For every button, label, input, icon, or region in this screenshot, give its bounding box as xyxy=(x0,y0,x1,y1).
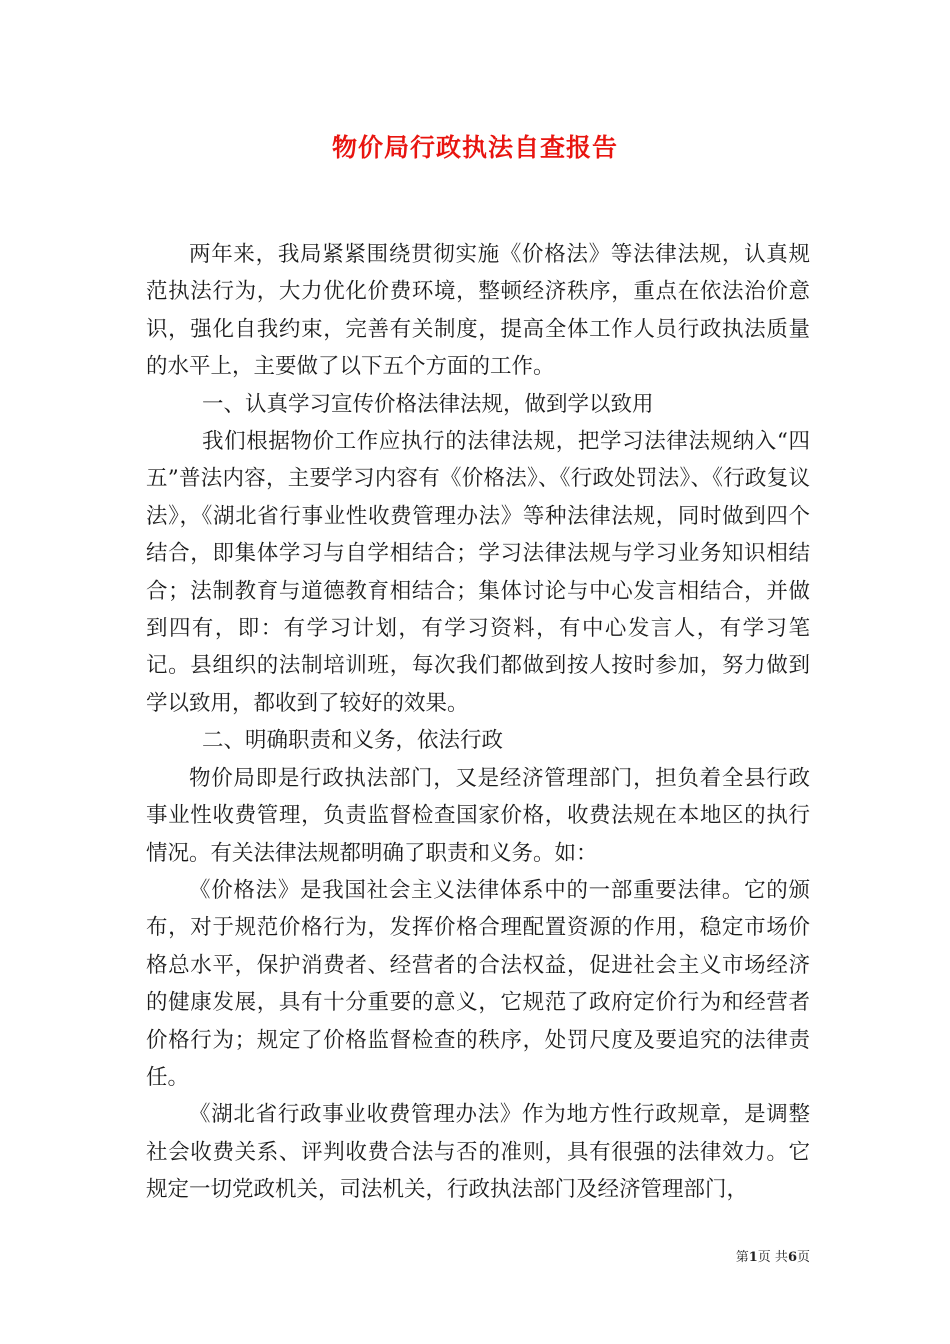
footer-middle: 页 共 xyxy=(757,1250,788,1265)
footer-prefix: 第 xyxy=(735,1250,749,1265)
footer-total-pages: 6 xyxy=(787,1250,797,1265)
paragraph-duties: 物价局即是行政执法部门，又是经济管理部门，担负着全县行政事业性收费管理，负责监督检查国家价格，收费法规在本地区的执行情况。有关法律法规都明确了职责和义务。如： xyxy=(146,765,810,866)
paragraph-price-law: 《价格法》是我国社会主义法律体系中的一部重要法律。它的颁布，对于规范价格行为，发挥价格合理配置资源的作用，稳定市场价格总水平，保护消费者、经营者的合法权益，促进社会主义市场经济的健康发展，具有十分重要的意义，它规范了政府定价行为和经营者价格行为；规定了价格监督检查的秩序，处罚尺度及要追究的法律责任。 xyxy=(146,877,810,1090)
section-heading-1: 一、认真学习宣传价格法律法规，做到学以致用 xyxy=(202,391,654,417)
document-title: 物价局行政执法自查报告 xyxy=(331,133,618,162)
paragraph-hubei-rules: 《湖北省行政事业收费管理办法》作为地方性行政规章，是调整社会收费关系、评判收费合法与否的准则，具有很强的法律效力。它规定一切党政机关，司法机关，行政执法部门及经济管理部门， xyxy=(146,1102,810,1203)
footer-page-number: 1 xyxy=(748,1250,758,1265)
footer-suffix: 页 xyxy=(796,1250,810,1265)
paragraph-study: 我们根据物价工作应执行的法律法规，把学习法律法规纳入“四五”普法内容，主要学习内容有《价格法》、《行政处罚法》、《行政复议法》，《湖北省行事业性收费管理办法》等种法律法规，同时做到四个结合，即集体学习与自学相结合；学习法律法规与学习业务知识相结合；法制教育与道德教育相结合；集体讨论与中心发言相结合，并做到四有，即：有学习计划，有学习资料，有中心发言人，有学习笔记。县组织的法制培训班，每次我们都做到按人按时参加，努力做到学以致用，都收到了较好的效果。 xyxy=(146,429,810,716)
paragraph-intro: 两年来，我局紧紧围绕贯彻实施《价格法》等法律法规，认真规范执法行为，大力优化价费环境，整顿经济秩序，重点在依法治价意识，强化自我约束，完善有关制度，提高全体工作人员行政执法质量的水平上，主要做了以下五个方面的工作。 xyxy=(146,242,810,380)
page-footer xyxy=(650,1246,810,1265)
document-body xyxy=(146,236,810,1209)
section-heading-2: 二、明确职责和义务，依法行政 xyxy=(202,728,504,754)
